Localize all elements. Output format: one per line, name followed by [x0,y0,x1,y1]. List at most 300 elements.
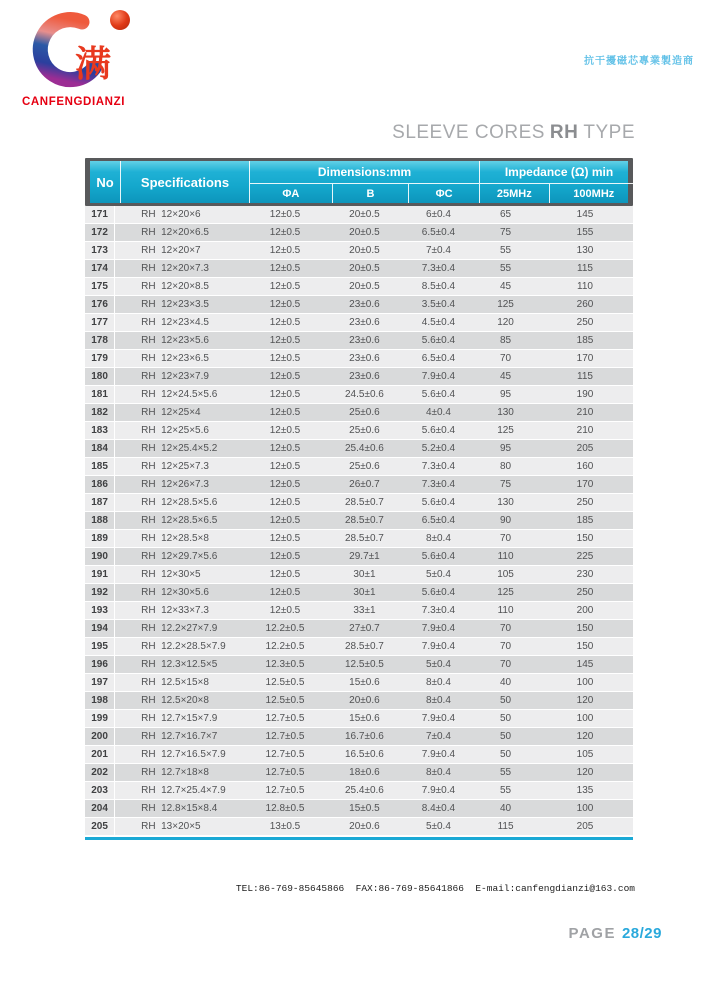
cell-dim-b: 28.5±0.7 [345,533,384,544]
cell-dim-a: 12±0.5 [269,407,301,418]
cell-dim-a: 12±0.5 [269,227,301,238]
cell-specification: RH 12×23×3.5 [141,299,209,310]
cell-impedance-25mhz: 50 [499,749,512,760]
cell-impedance-100mhz: 150 [576,533,594,544]
cell-dim-c: 5.6±0.4 [421,551,456,562]
cell-dim-b: 33±1 [353,605,376,616]
cell-impedance-25mhz: 95 [499,389,512,400]
cell-dim-b: 23±0.6 [349,317,380,328]
cell-no: 191 [85,566,115,583]
cell-dim-c: 6.5±0.4 [421,227,456,238]
cell-impedance-25mhz: 70 [499,353,512,364]
cell-dim-b: 30±1 [353,587,376,598]
cell-no: 171 [85,206,115,223]
cell-impedance-25mhz: 70 [499,659,512,670]
cell-impedance-25mhz: 40 [499,803,512,814]
cell-no: 186 [85,476,115,493]
cell-specification: RH 12×20×7.3 [141,263,209,274]
cell-no: 189 [85,530,115,547]
cell-dim-c: 7±0.4 [425,245,451,256]
table-row [85,512,633,530]
cell-dim-c: 5±0.4 [425,569,451,580]
cell-impedance-25mhz: 80 [499,461,512,472]
table-row [85,440,633,458]
cell-no: 204 [85,800,115,817]
cell-impedance-100mhz: 115 [577,263,593,274]
cell-specification: RH 12×30×5 [141,569,201,580]
cell-impedance-25mhz: 115 [497,821,514,832]
cell-impedance-100mhz: 100 [576,713,594,724]
cell-impedance-100mhz: 160 [576,461,594,472]
table-row [85,710,633,728]
cell-impedance-100mhz: 110 [577,281,593,292]
cell-dim-a: 12±0.5 [269,587,301,598]
cell-impedance-100mhz: 150 [576,641,594,652]
cell-no: 194 [85,620,115,637]
cell-dim-a: 12.5±0.5 [265,677,305,688]
logo-crescent-icon [20,6,160,98]
cell-dim-c: 6±0.4 [425,209,451,220]
cell-dim-c: 4±0.4 [425,407,451,418]
cell-specification: RH 12×33×7.3 [141,605,209,616]
cell-impedance-25mhz: 45 [499,281,512,292]
cell-impedance-100mhz: 260 [576,299,594,310]
cell-dim-b: 15±0.6 [349,677,380,688]
table-row [85,458,633,476]
cell-no: 205 [85,818,115,835]
cell-dim-b: 16.5±0.6 [345,749,384,760]
cell-dim-b: 25.4±0.6 [345,443,384,454]
cell-dim-a: 12±0.5 [269,461,301,472]
header-group-dimensions [249,161,479,203]
header-phi-c: ΦC [408,184,479,203]
cell-impedance-100mhz: 145 [576,209,594,220]
cell-impedance-25mhz: 70 [499,623,512,634]
header-b: B [332,184,409,203]
cell-dim-b: 25±0.6 [349,407,380,418]
table-row [85,620,633,638]
table-row [85,206,633,224]
cell-dim-c: 7±0.4 [425,731,451,742]
cell-dim-c: 7.3±0.4 [421,479,456,490]
table-row [85,260,633,278]
cell-dim-c: 8±0.4 [425,533,451,544]
header-no: No [96,174,114,190]
cell-specification: RH 12.2×28.5×7.9 [141,641,226,652]
cell-no: 201 [85,746,115,763]
cell-specification: RH 12×20×8.5 [141,281,209,292]
cell-impedance-100mhz: 115 [577,371,593,382]
table-row [85,764,633,782]
cell-impedance-100mhz: 120 [576,695,594,706]
cell-impedance-100mhz: 210 [576,425,594,436]
cell-impedance-100mhz: 250 [576,497,594,508]
cell-dim-c: 7.3±0.4 [421,461,456,472]
cell-no: 183 [85,422,115,439]
title-suffix: TYPE [583,122,635,143]
cell-dim-b: 23±0.6 [349,299,380,310]
logo-character: 满 [74,43,112,85]
cell-dim-c: 5.6±0.4 [421,587,456,598]
table-body [85,206,633,836]
cell-dim-a: 12.7±0.5 [265,713,305,724]
cell-specification: RH 12×20×6.5 [141,227,209,238]
cell-dim-a: 12±0.5 [269,299,301,310]
cell-impedance-100mhz: 250 [576,587,594,598]
cell-no: 177 [85,314,115,331]
cell-dim-c: 7.9±0.4 [421,785,456,796]
table-row [85,296,633,314]
cell-no: 190 [85,548,115,565]
cell-no: 179 [85,350,115,367]
cell-dim-b: 29.7±1 [349,551,380,562]
cell-specification: RH 12×28.5×6.5 [141,515,218,526]
cell-dim-a: 12±0.5 [269,425,301,436]
cell-impedance-100mhz: 205 [576,443,594,454]
cell-specification: RH 12.7×16.7×7 [141,731,218,742]
cell-impedance-25mhz: 50 [499,695,512,706]
cell-dim-b: 18±0.6 [349,767,380,778]
cell-dim-c: 8±0.4 [425,695,451,706]
cell-dim-a: 12.7±0.5 [265,785,305,796]
cell-impedance-100mhz: 120 [576,731,594,742]
header-impedance-subrow [480,183,638,203]
cell-dim-a: 12.7±0.5 [265,731,305,742]
cell-dim-c: 7.9±0.4 [421,641,456,652]
cell-no: 198 [85,692,115,709]
cell-no: 200 [85,728,115,745]
page-number [569,925,662,942]
cell-dim-a: 12±0.5 [269,515,301,526]
table-row [85,476,633,494]
cell-impedance-100mhz: 150 [576,623,594,634]
table-header [90,161,628,203]
cell-impedance-100mhz: 130 [576,245,594,256]
spec-table [85,158,633,840]
cell-no: 178 [85,332,115,349]
cell-impedance-25mhz: 70 [499,641,512,652]
company-tagline: 抗干擾磁芯專業製造商 [584,56,694,67]
cell-dim-a: 12±0.5 [269,533,301,544]
cell-no: 185 [85,458,115,475]
cell-specification: RH 12×20×6 [141,209,201,220]
cell-dim-a: 13±0.5 [269,821,301,832]
cell-no: 192 [85,584,115,601]
logo-dot-icon [110,10,130,30]
page-title [392,122,635,144]
cell-no: 181 [85,386,115,403]
cell-impedance-25mhz: 45 [499,371,512,382]
cell-dim-c: 6.5±0.4 [421,353,456,364]
table-row [85,368,633,386]
cell-dim-c: 7.9±0.4 [421,749,456,760]
cell-dim-a: 12±0.5 [269,569,301,580]
cell-specification: RH 12×23×5.6 [141,335,209,346]
cell-impedance-100mhz: 100 [576,677,594,688]
cell-dim-b: 20±0.6 [349,695,380,706]
table-row [85,746,633,764]
cell-impedance-25mhz: 130 [497,407,514,418]
table-row [85,404,633,422]
cell-dim-b: 20±0.5 [349,209,380,220]
cell-no: 176 [85,296,115,313]
cell-dim-c: 5±0.4 [425,821,451,832]
cell-no: 195 [85,638,115,655]
cell-impedance-100mhz: 230 [576,569,594,580]
cell-impedance-100mhz: 200 [576,605,594,616]
cell-dim-b: 20±0.5 [349,227,380,238]
cell-impedance-100mhz: 250 [576,317,594,328]
cell-specification: RH 12.7×16.5×7.9 [141,749,226,760]
cell-dim-a: 12±0.5 [269,443,301,454]
table-row [85,656,633,674]
cell-impedance-25mhz: 125 [497,587,514,598]
cell-impedance-25mhz: 110 [497,605,514,616]
table-row [85,800,633,818]
header-100mhz: 100MHz [549,184,638,203]
cell-dim-c: 7.9±0.4 [421,713,456,724]
cell-impedance-100mhz: 145 [576,659,594,670]
cell-impedance-100mhz: 120 [576,767,594,778]
cell-dim-a: 12±0.5 [269,353,301,364]
cell-dim-a: 12.8±0.5 [265,803,305,814]
cell-dim-c: 8.5±0.4 [421,281,456,292]
cell-impedance-25mhz: 50 [499,713,512,724]
cell-dim-c: 7.3±0.4 [421,605,456,616]
table-row [85,422,633,440]
table-row [85,224,633,242]
cell-dim-b: 20±0.6 [349,821,380,832]
cell-specification: RH 12×28.5×8 [141,533,209,544]
contact-line: TEL:86-769-85645866 FAX:86-769-85641866 E-mail:canfengdianzi@163.com [235,883,635,894]
cell-specification: RH 12×26×7.3 [141,479,209,490]
cell-specification: RH 12×20×7 [141,245,201,256]
header-25mhz: 25MHz [496,187,532,200]
cell-dim-b: 28.5±0.7 [345,515,384,526]
cell-specification: RH 12.7×15×7.9 [141,713,218,724]
table-row [85,584,633,602]
cell-specification: RH 12.5×20×8 [141,695,209,706]
cell-impedance-100mhz: 100 [576,803,594,814]
cell-specification: RH 12×25×7.3 [141,461,209,472]
cell-impedance-25mhz: 120 [497,317,514,328]
cell-no: 174 [85,260,115,277]
header-dimensions-label: Dimensions:mm [317,165,412,179]
cell-dim-c: 4.5±0.4 [421,317,456,328]
header-specifications: Specifications [120,161,249,203]
cell-dim-b: 26±0.7 [349,479,380,490]
cell-dim-b: 12.5±0.5 [345,659,384,670]
cell-impedance-100mhz: 170 [576,353,594,364]
table-row [85,638,633,656]
cell-no: 182 [85,404,115,421]
cell-impedance-25mhz: 50 [499,731,512,742]
cell-no: 202 [85,764,115,781]
cell-no: 175 [85,278,115,295]
cell-impedance-25mhz: 125 [497,299,514,310]
cell-dim-b: 28.5±0.7 [345,641,384,652]
cell-impedance-25mhz: 65 [499,209,512,220]
cell-dim-b: 20±0.5 [349,245,380,256]
cell-dim-a: 12±0.5 [269,371,301,382]
cell-dim-a: 12.2±0.5 [265,641,305,652]
cell-specification: RH 13×20×5 [141,821,201,832]
cell-specification: RH 12.3×12.5×5 [141,659,218,670]
cell-dim-c: 3.5±0.4 [421,299,456,310]
cell-dim-a: 12.5±0.5 [265,695,305,706]
cell-impedance-25mhz: 40 [499,677,512,688]
cell-impedance-100mhz: 135 [576,785,594,796]
cell-impedance-100mhz: 225 [576,551,594,562]
cell-dim-b: 23±0.6 [349,371,380,382]
cell-impedance-25mhz: 55 [499,263,512,274]
table-row [85,242,633,260]
cell-dim-a: 12.7±0.5 [265,767,305,778]
cell-impedance-100mhz: 155 [576,227,594,238]
cell-specification: RH 12×23×7.9 [141,371,209,382]
cell-specification: RH 12.2×27×7.9 [141,623,218,634]
cell-dim-c: 5±0.4 [425,659,451,670]
table-bottom-rule [85,837,633,840]
cell-impedance-100mhz: 185 [576,515,594,526]
cell-dim-a: 12±0.5 [269,335,301,346]
cell-specification: RH 12.7×18×8 [141,767,209,778]
cell-no: 187 [85,494,115,511]
page-value: 28/29 [621,925,662,942]
cell-dim-b: 25±0.6 [349,425,380,436]
title-series: RH [549,122,579,143]
cell-specification: RH 12.7×25.4×7.9 [141,785,226,796]
cell-dim-a: 12±0.5 [269,263,301,274]
cell-no: 196 [85,656,115,673]
table-row [85,602,633,620]
cell-no: 180 [85,368,115,385]
cell-impedance-25mhz: 55 [499,785,512,796]
cell-dim-a: 12±0.5 [269,605,301,616]
company-name: CANFENGDIANZI [22,96,125,108]
cell-impedance-25mhz: 90 [499,515,512,526]
cell-impedance-25mhz: 95 [499,443,512,454]
cell-impedance-25mhz: 105 [497,569,514,580]
cell-dim-b: 23±0.6 [349,335,380,346]
cell-dim-c: 5.2±0.4 [421,443,456,454]
cell-impedance-25mhz: 55 [499,767,512,778]
cell-dim-c: 8±0.4 [425,767,451,778]
cell-dim-c: 8±0.4 [425,677,451,688]
cell-dim-b: 27±0.7 [349,623,380,634]
cell-dim-a: 12±0.5 [269,245,301,256]
cell-dim-a: 12.2±0.5 [265,623,305,634]
cell-specification: RH 12×23×6.5 [141,353,209,364]
cell-dim-c: 5.6±0.4 [421,497,456,508]
table-row [85,494,633,512]
cell-dim-a: 12±0.5 [269,497,301,508]
table-row [85,692,633,710]
company-logo [20,6,180,110]
cell-impedance-100mhz: 185 [576,335,594,346]
cell-dim-b: 15±0.5 [349,803,380,814]
cell-dim-b: 25±0.6 [349,461,380,472]
cell-dim-a: 12±0.5 [269,389,301,400]
cell-dim-c: 5.6±0.4 [421,389,456,400]
cell-no: 199 [85,710,115,727]
header-dimensions-subrow [250,183,479,203]
cell-specification: RH 12×25×4 [141,407,201,418]
cell-specification: RH 12×30×5.6 [141,587,209,598]
cell-impedance-25mhz: 70 [499,533,512,544]
cell-dim-b: 24.5±0.6 [345,389,384,400]
cell-impedance-25mhz: 85 [499,335,512,346]
cell-dim-b: 16.7±0.6 [345,731,384,742]
cell-specification: RH 12.8×15×8.4 [141,803,218,814]
cell-dim-b: 23±0.6 [349,353,380,364]
cell-impedance-25mhz: 130 [497,497,514,508]
cell-dim-a: 12±0.5 [269,209,301,220]
table-row [85,548,633,566]
cell-specification: RH 12×25×5.6 [141,425,209,436]
cell-dim-a: 12.7±0.5 [265,749,305,760]
cell-no: 184 [85,440,115,457]
cell-dim-c: 5.6±0.4 [421,425,456,436]
table-row [85,566,633,584]
cell-no: 188 [85,512,115,529]
cell-impedance-25mhz: 75 [499,227,512,238]
cell-dim-c: 7.3±0.4 [421,263,456,274]
cell-specification: RH 12×25.4×5.2 [141,443,218,454]
cell-no: 203 [85,782,115,799]
cell-specification: RH 12×23×4.5 [141,317,209,328]
table-row [85,332,633,350]
table-row [85,782,633,800]
page-label: PAGE [568,925,616,942]
cell-impedance-100mhz: 105 [576,749,594,760]
cell-dim-b: 25.4±0.6 [345,785,384,796]
cell-dim-b: 28.5±0.7 [345,497,384,508]
cell-impedance-100mhz: 210 [576,407,594,418]
table-row [85,278,633,296]
cell-dim-b: 20±0.5 [349,281,380,292]
cell-dim-a: 12.3±0.5 [265,659,305,670]
header-impedance-label: Impedance (Ω) min [504,165,614,179]
cell-no: 197 [85,674,115,691]
cell-specification: RH 12.5×15×8 [141,677,209,688]
table-row [85,350,633,368]
cell-no: 173 [85,242,115,259]
cell-dim-a: 12±0.5 [269,317,301,328]
cell-impedance-25mhz: 55 [499,245,512,256]
table-row [85,530,633,548]
cell-impedance-25mhz: 125 [497,425,514,436]
cell-dim-b: 20±0.5 [349,263,380,274]
cell-impedance-100mhz: 170 [576,479,594,490]
cell-dim-b: 15±0.6 [349,713,380,724]
title-prefix: SLEEVE CORES [392,122,545,143]
cell-specification: RH 12×29.7×5.6 [141,551,218,562]
cell-dim-c: 7.9±0.4 [421,371,456,382]
cell-dim-a: 12±0.5 [269,551,301,562]
table-row [85,728,633,746]
cell-no: 193 [85,602,115,619]
cell-dim-c: 7.9±0.4 [421,623,456,634]
cell-dim-a: 12±0.5 [269,479,301,490]
header-group-impedance [479,161,638,203]
cell-impedance-100mhz: 190 [576,389,594,400]
cell-impedance-100mhz: 205 [576,821,594,832]
table-row [85,386,633,404]
table-row [85,674,633,692]
cell-impedance-25mhz: 75 [499,479,512,490]
cell-specification: RH 12×28.5×5.6 [141,497,218,508]
